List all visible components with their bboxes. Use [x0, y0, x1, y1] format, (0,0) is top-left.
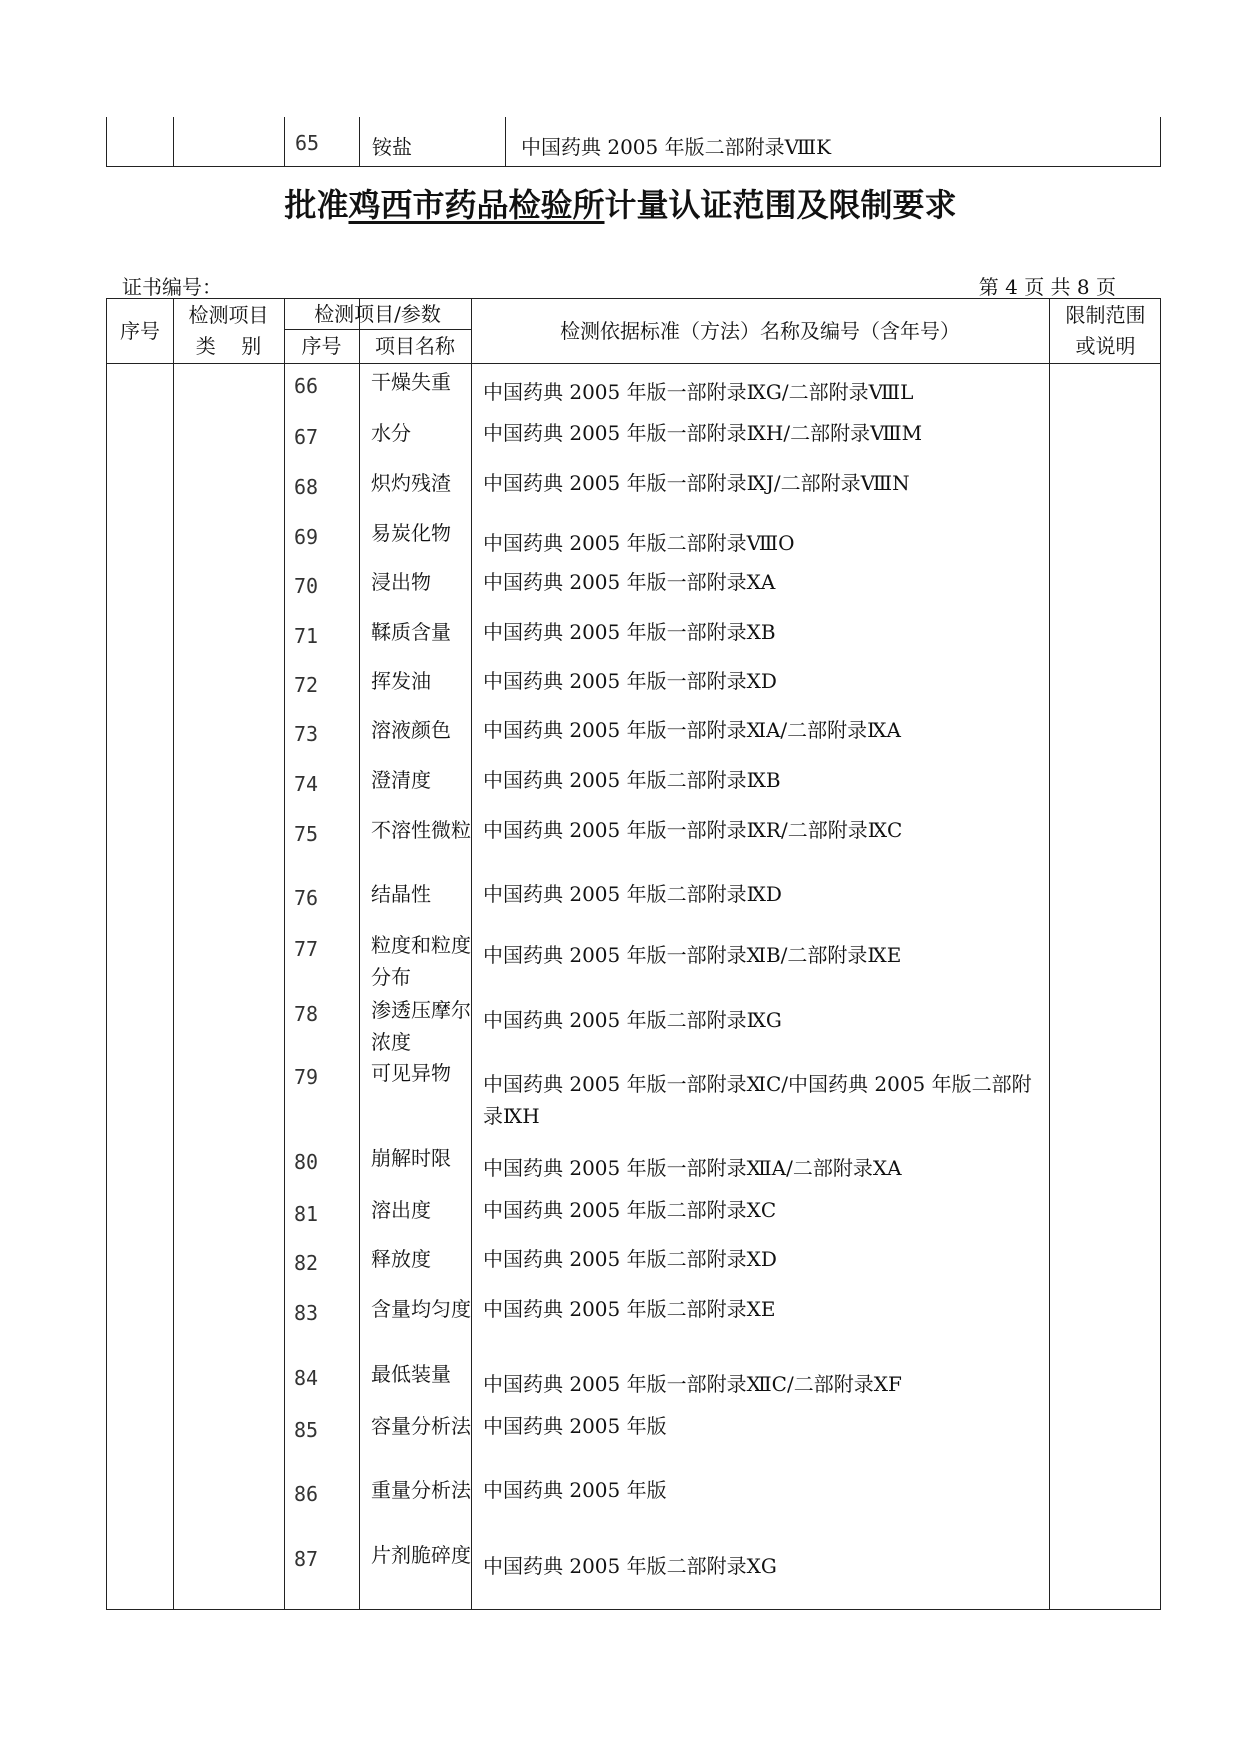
row-number: 77 — [294, 937, 319, 961]
row-number: 65 — [295, 131, 320, 155]
row-standard: 中国药典 2005 年版二部附录ⅩG — [483, 1554, 777, 1578]
row-standard: 中国药典 2005 年版二部附录ⅨB — [483, 768, 781, 792]
column-divider — [284, 117, 285, 166]
row-number: 73 — [294, 722, 319, 746]
row-number: 84 — [294, 1366, 319, 1390]
column-divider — [173, 117, 174, 166]
row-number: 78 — [294, 1002, 319, 1026]
previous-table-fragment — [106, 117, 1161, 167]
row-standard: 中国药典 2005 年版二部附录ⅩD — [483, 1247, 777, 1271]
page-number: 第 4 页 共 8 页 — [978, 275, 1116, 299]
column-divider — [471, 299, 472, 1609]
header-category-line2: 类 别 — [195, 334, 262, 358]
row-item-name: 溶液颜色 — [371, 718, 451, 742]
row-standard: 中国药典 2005 年版 — [483, 1414, 667, 1438]
row-standard: 中国药典 2005 年版一部附录ⅪA/二部附录ⅨA — [483, 718, 901, 742]
row-item-name: 片剂脆碎度 — [371, 1543, 471, 1567]
header-divider — [284, 329, 471, 330]
column-divider — [359, 299, 360, 1609]
row-standard: 中国药典 2005 年版一部附录ⅫC/二部附录ⅩF — [483, 1372, 902, 1396]
row-item-name: 溶出度 — [371, 1198, 431, 1222]
row-item-name: 澄清度 — [371, 768, 431, 792]
title-suffix: 计量认证范围及限制要求 — [604, 186, 957, 224]
row-standard: 中国药典 2005 年版一部附录ⅩA — [483, 570, 776, 594]
row-item-name: 容量分析法 — [371, 1414, 471, 1438]
row-number: 80 — [294, 1150, 319, 1174]
row-item-name: 重量分析法 — [371, 1478, 471, 1502]
row-standard: 中国药典 2005 年版一部附录ⅪB/二部附录ⅨE — [483, 943, 902, 967]
header-param-seq: 序号 — [301, 334, 342, 358]
row-item-name: 可见异物 — [371, 1061, 451, 1085]
row-number: 75 — [294, 822, 319, 846]
header-category-line1: 检测项目 — [188, 303, 269, 327]
row-number: 83 — [294, 1301, 319, 1325]
row-standard: 中国药典 2005 年版二部附录ⅨD — [483, 882, 782, 906]
row-item-name: 干燥失重 — [371, 370, 451, 394]
row-number: 87 — [294, 1547, 319, 1571]
row-standard: 中国药典 2005 年版一部附录ⅨR/二部附录ⅨC — [483, 818, 903, 842]
row-number: 74 — [294, 772, 319, 796]
row-number: 79 — [294, 1065, 319, 1089]
row-standard: 中国药典 2005 年版一部附录ⅩB — [483, 620, 776, 644]
row-number: 72 — [294, 673, 319, 697]
row-standard: 中国药典 2005 年版一部附录ⅨJ/二部附录ⅧN — [483, 471, 910, 495]
column-divider — [284, 299, 285, 1609]
row-item-name: 最低装量 — [371, 1362, 451, 1386]
row-number: 86 — [294, 1482, 319, 1506]
header-param-group: 检测项目/参数 — [314, 302, 441, 326]
page-title — [0, 180, 1241, 226]
column-divider — [359, 117, 360, 166]
column-divider — [1049, 299, 1050, 1609]
row-item-name: 浸出物 — [371, 570, 431, 594]
row-standard: 中国药典 2005 年版二部附录ⅨG — [483, 1008, 782, 1032]
row-standard: 中国药典 2005 年版 — [483, 1478, 667, 1502]
row-standard: 中国药典 2005 年版一部附录ⅨG/二部附录ⅧL — [483, 380, 914, 404]
row-standard: 中国药典 2005 年版一部附录ⅨH/二部附录ⅧM — [483, 421, 923, 445]
row-number: 68 — [294, 475, 319, 499]
header-standard: 检测依据标准（方法）名称及编号（含年号） — [560, 319, 960, 343]
title-organization: 鸡西市药品检验所 — [348, 186, 605, 224]
title-prefix: 批准 — [284, 186, 349, 224]
row-standard: 中国药典 2005 年版二部附录ⅩE — [483, 1297, 776, 1321]
row-number: 81 — [294, 1202, 319, 1226]
row-item-name: 粒度和粒度分布 — [371, 933, 471, 989]
column-divider — [173, 299, 174, 1609]
row-item-name: 含量均匀度 — [371, 1297, 471, 1321]
row-number: 66 — [294, 374, 319, 398]
column-divider — [505, 117, 506, 166]
row-standard: 中国药典 2005 年版一部附录ⅩD — [483, 669, 777, 693]
row-number: 70 — [294, 574, 319, 598]
row-number: 71 — [294, 624, 319, 648]
row-number: 76 — [294, 886, 319, 910]
row-item-name: 渗透压摩尔浓度 — [371, 998, 471, 1054]
row-item-name: 结晶性 — [371, 882, 431, 906]
row-number: 67 — [294, 425, 319, 449]
row-standard: 中国药典 2005 年版二部附录ⅩC — [483, 1198, 777, 1222]
row-item-name: 易炭化物 — [371, 521, 451, 545]
row-item-name: 崩解时限 — [371, 1146, 451, 1170]
row-item-name: 释放度 — [371, 1247, 431, 1271]
row-item-name: 挥发油 — [371, 669, 431, 693]
header-param-name: 项目名称 — [375, 334, 455, 358]
row-standard: 中国药典 2005 年版一部附录ⅫA/二部附录ⅩA — [483, 1156, 902, 1180]
certificate-number-label: 证书编号： — [122, 275, 222, 299]
row-number: 82 — [294, 1251, 319, 1275]
row-item-name: 水分 — [371, 421, 411, 445]
row-item-name: 炽灼残渣 — [371, 471, 451, 495]
row-item-name: 不溶性微粒 — [371, 818, 471, 842]
row-number: 69 — [294, 525, 319, 549]
header-limit-line1: 限制范围 — [1065, 303, 1146, 327]
row-standard: 中国药典 2005 年版一部附录ⅪC/中国药典 2005 年版二部附录ⅨH — [483, 1072, 1032, 1128]
header-seq: 序号 — [120, 319, 160, 343]
row-number: 85 — [294, 1418, 319, 1442]
row-standard: 中国药典 2005 年版二部附录ⅧO — [483, 531, 795, 555]
row-item-name: 鞣质含量 — [371, 620, 451, 644]
row-standard: 中国药典 2005 年版二部附录ⅧK — [521, 135, 832, 159]
header-limit-line2: 或说明 — [1075, 334, 1136, 358]
row-item-name: 铵盐 — [372, 135, 412, 159]
header-bottom-line — [107, 363, 1160, 364]
